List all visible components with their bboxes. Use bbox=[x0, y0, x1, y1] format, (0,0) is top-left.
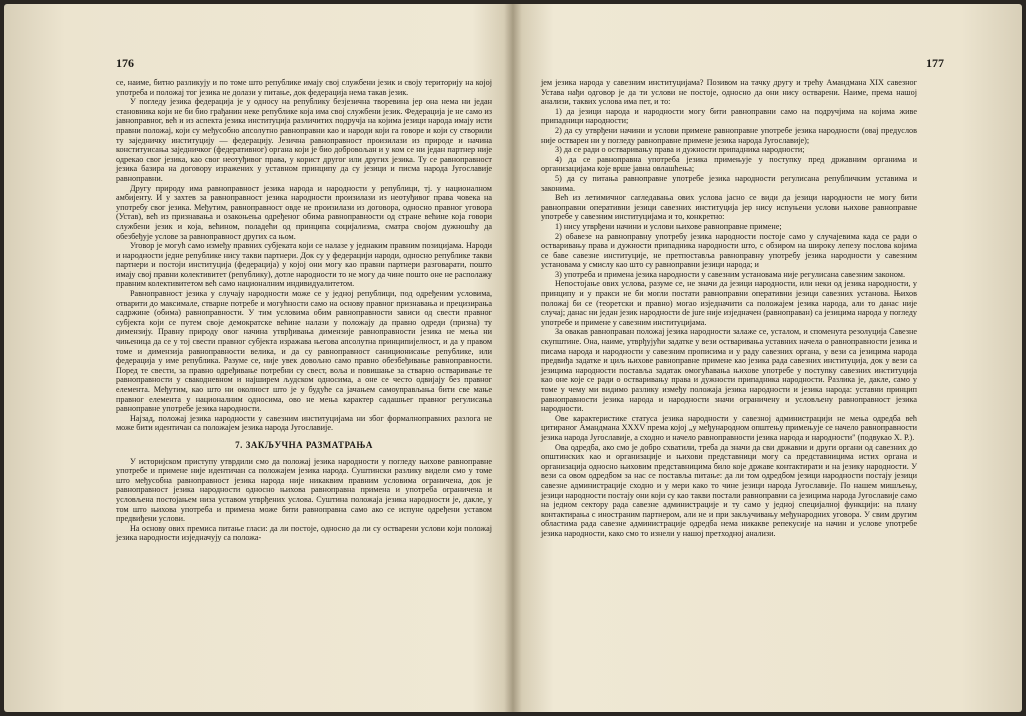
paragraph: јем језика народа у савезним институцијама? Позивом на тачку другу и трећу Амандмана XIX савезног Устава нађи одговор је да ти услови не постоје, односно да они нису остварени. Наиме, према нашој анализи, таквих услова има пет, и то: bbox=[541, 78, 917, 107]
paragraph: На основу ових премиса питање гласи: да ли постоје, односно да ли су остварени услови који положај језика народности изједначују са положа- bbox=[116, 523, 492, 543]
paragraph: Најзад, положај језика народности у савезним институцијама ни због формалноправних разлога не може бити идентичан са положајем језика народа Југославије. bbox=[116, 413, 492, 433]
paragraph: У погледу језика федерација је у односу на републику безјезична творевина јер она нема ни један становника који не би био грађанин неке републике која има свој службени језик. Федерација је не само из јавноправног, већ и из аспекта језика институција различитих подручја на којима језици народа имају исти правни положај, који су међусобно апсолутно равноправни као и народи који га говоре и који су створили ту заједничку институцију — федерацију. Језична равноправност произилази из природе и начина конституисања заједничког (федеративног) органа који је био добровољан и у ком се ни један партнер није одрекао свог језика, као свог неотуђивог права, у корист другог или других језика. Ту се равноправност језика базира на договору изражених у уставном принципу да су језици и писма народа Југославије равноправни. bbox=[116, 97, 492, 183]
paragraph: Другу природу има равноправност језика народа и народности у републици, тј. у националном амбијенту. И у захтев за равноправност језика народности произилази из неотуђивог права човека на употребу свог језика. Међутим, равноправност овде не произилази из договора, односно правног уговора (Устав), већ из признавања и озакоњења одређеног обима равноправности од стране већине која говори службени језик и која, већином, поладећи од принципа социјализма, сматра својом дужношћу да обезбеђује услове за равноправност других са њом. bbox=[116, 183, 492, 241]
page-body bbox=[541, 78, 917, 539]
paragraph: 3) употреба и примена језика народности у савезним установама није регулисана савезним законом. bbox=[555, 269, 906, 279]
page-number: 176 bbox=[116, 56, 134, 70]
page-body bbox=[116, 78, 492, 543]
paragraph: 4) да се равноправна употреба језика примењује у поступку пред државним органима и организацијама које врше јавна овлашћења; bbox=[541, 154, 917, 174]
paragraph: се, наиме, битно разликују и по томе што републике имају свој службени језик и својy територију на којој употреба и положај тог језика не долази у питање, док федерација нема такав језик. bbox=[116, 78, 492, 97]
section-heading: 7. ЗАКЉУЧНА РАЗМАТРАЊА bbox=[235, 439, 373, 450]
paragraph: 2) да су утврђени начини и услови примене равноправне употребе језика народности (овај предуслов није остварен ни у погледу равноправне примене језика народа Југославије); bbox=[541, 125, 917, 145]
paragraph: Непостојање ових услова, разуме се, не значи да језици народности, или неки од језика народности, у принципу и у пракси не би могли постати равноправни оперативни језици савезних установа. Њихов положај би се (теоретски и правно) могао изједначити са положајем језика народа, али то данас није случај; данас ни један језик народности de jure није изједначен (равноправан) са језицима народа у погледу употребе и примене у савезним институцијама. bbox=[541, 279, 917, 327]
paragraph: Ова одредба, ако смо је добро схватили, треба да значи да сви државни и други органи од савезних до општинских као и организације и њихови представници могу са представницима истих органа и организација односно њиховим представницима било које државе контактирати и на језику народности. У вези са овом одредбом за нас се поставља питање: да ли том одредбом језици народности постају језици савезне администрације сходно и у мери како то чине језици народа Југославије. По нашем мишљењу, језици народности постају они који су као такви постали равноправни са језицима народа Југославије само на једном сектору рада савезне администрације и ту само у једној специјалној функцији: на плану контактирања с иностраним партнером, али не и при закључивању међународних уговора. У свим другим областима рада савезне администрације одредба нема никакве репекусије на начин и услове употребе језика народности, како смо то изнели у нашој претходној анализи. bbox=[541, 442, 917, 538]
book-spread bbox=[4, 4, 1022, 712]
paragraph: 2) обавезе на равноправну употребу језика народности постоје само у случајевима када се ради о остваривању права и дужности припадника народности што, с обзиром на широку лепезу послова којима се баве савезне институције, не претпоставља равноправну употребу језика народности у савезним установама у смислу као што су равноправни језици народа; и bbox=[541, 231, 917, 270]
page-number: 177 bbox=[926, 56, 944, 70]
left-page bbox=[4, 4, 513, 712]
paragraph: Уговор је могућ само између правних субјеката који се налазе у једнаким правним позицијама. Народи и народности једне републике нису такви партнери. Док су у федерацији народи, односно републике такви партнери и постоји институција (федерација) у којој они могу као правни партнери разговарати, пошто имају свој правни колективитет (републику), дотле народности то не могу да чине пошто оне не располажу правним колективитетом већ само националним индивидуалитетом. bbox=[116, 241, 492, 289]
right-page bbox=[513, 4, 1022, 712]
paragraph: 1) да језици народа и народности могу бити равноправни само на подручјима на којима живе припадници народности; bbox=[541, 106, 917, 126]
paragraph: У историјском приступу утврдили смо да положај језика народности у погледу њихове равноправне употребе и примене није идентичан са положајем језика народа. Суштински разлику видели смо у томе што међусобна равноправност језика народа није никаквим правним условима ограничена, док је равноправност језика народности односно њихова равноправна примена и употреба ограничена и условљена постојањем низа уставом утврђених услова. Суштина положаја језика народности је, дакле, у том што њихова употреба и примена може бити равноправна само ако се испуне одређени уставом предвиђени услови. bbox=[116, 456, 492, 524]
paragraph: 1) нису утврђени начини и услови њихове равноправне примене; bbox=[555, 221, 782, 231]
paragraph: За овакав равноправан положај језика народности залаже се, усталом, и споменута резолуција Савезне скупштине. Она, наиме, утврђујући задатке у вези остваривања уставних начела о равноправности језика и писама народа и народности у савезним прописима и у раду савезних органа, у вези са језицима народа предвиђа задатке и циљ њихове равноправне примене као језика рада савезних институција, док у вези са језицима народности поставља задатак омогућавања њихове употребе у поступку савезних институција као оне које се ради о остваривању права и дужности припадника народности. Разлика је, дакле, само у томе у чему ми видимо разлику између положаја језика народности и језика народа: уставни принцип равноправности језика народа и народности значи ограничену и условљену равноправност језика народности. bbox=[541, 327, 917, 414]
paragraph: 3) да се ради о остваривању права и дужности припадника народности; bbox=[555, 145, 805, 155]
paragraph: Ове карактеристике статуса језика народности у савезној администрацији не мења одредба већ цитираног Амандмана XXXV према којој „у међународном општењу примењује се начело равноправности језика народа Југославије, а сходно и начело равноправности језика народа и народности" (подвукао Х. Р.). bbox=[541, 413, 917, 442]
paragraph: Равноправност језика у случају народности може се у једној републици, под одређеним условима, отварити до максимале, стварне потребе и могућности само на основу правног признавања и прецизирања садржине (обима) равноправности. У тим условима обим равноправности зависи од свести правног субјекта који се путем своје демократске већине налази у положају да правно одреди (призна) ту димензију. Правну природу овог начина утврђивања димензије равноправности језика не мења ни чињеница да се у тој свести правног субјекта изражава његова апсолутна принципијелност, и да у правом томе и димензија равноправности велика, и да су равноправност саниционисање републике, или федерација у име република. Разуме се, није увек довољно само правно обезбеђивање равноправности. Поред те свести, за правно одређивање потребни су свест, воља и повишање за стварно остваривање те равноправности у свакодневном и најширем људском односима, а оне се често одвијају без правног елемента. Међутим, као што ни околност што је у будуће са јачањем самоуправљања бити све мање правног елемента у националним односима, ово не мења карактер садашњег правног регулисања равноправне употребе језика народности. bbox=[116, 289, 492, 414]
paragraph: 5) да су питања равноправне употребе језика народности регулисана републичким уставима и законима. bbox=[541, 173, 917, 193]
paragraph: Већ из летимичног сагледавања ових услова јасно се види да језици народности не могу бити равноправни оперативни језици савезних институција јер нису испуњени услови њихове равноправне употребе у савезним институцијама и то, конкретно: bbox=[541, 193, 917, 222]
